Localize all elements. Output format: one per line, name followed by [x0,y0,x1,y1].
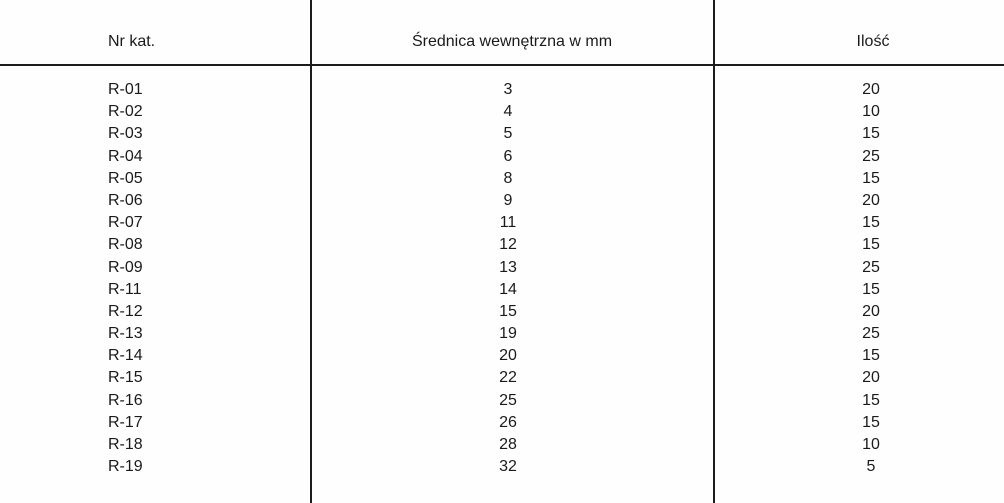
diameter-cell: 3 [503,81,513,98]
quantity-cell: 20 [862,302,880,320]
code-cell: R-08 [108,236,143,254]
quantity-cell: 15 [862,391,880,409]
quantity-cell: 15 [862,280,880,298]
quantity-cell: 20 [862,81,880,98]
diameter-cell: 25 [499,391,517,409]
header-code: Nr kat. [108,33,156,50]
code-cell: R-07 [108,214,143,232]
code-cell: R-17 [108,413,143,431]
quantity-cell: 25 [862,325,880,343]
table-row [0,390,1004,412]
diameter-cell: 20 [499,347,517,365]
diameter-cell: 4 [503,103,513,121]
code-cell: R-19 [108,458,143,476]
quantity-cell: 25 [862,147,880,165]
quantity-cell: 15 [862,169,880,187]
table-row [0,101,1004,123]
quantity-cell: 10 [862,436,880,453]
diameter-cell: 8 [503,169,513,187]
table-row [0,434,1004,456]
table-row [0,367,1004,389]
quantity-cell: 20 [862,369,880,387]
table-row [0,123,1004,145]
code-cell: R-16 [108,391,143,409]
table-row [0,146,1004,168]
diameter-cell: 22 [499,369,517,387]
table-row [0,257,1004,279]
header-divider [0,64,1004,66]
code-cell: R-02 [108,103,143,121]
table-row [0,301,1004,323]
quantity-cell: 10 [862,103,880,121]
quantity-cell: 15 [862,413,880,431]
table-row [0,279,1004,301]
diameter-cell: 11 [499,214,517,232]
diameter-cell: 14 [499,280,517,298]
code-cell: R-05 [108,169,143,187]
table-row [0,412,1004,434]
header-quantity: Ilość [856,33,890,50]
quantity-cell: 5 [866,458,876,476]
quantity-cell: 15 [862,347,880,365]
code-cell: R-04 [108,147,143,165]
diameter-cell: 5 [503,125,513,143]
header-diameter: Średnica wewnętrzna w mm [411,33,613,50]
table-row [0,168,1004,190]
diameter-cell: 15 [499,302,517,320]
table-row [0,345,1004,367]
code-cell: R-14 [108,347,143,365]
table-row [0,190,1004,212]
table-row [0,234,1004,256]
diameter-cell: 9 [503,191,513,209]
code-cell: R-15 [108,369,143,387]
quantity-cell: 20 [862,191,880,209]
code-cell: R-11 [108,280,142,298]
quantity-cell: 15 [862,214,880,232]
table-row [0,212,1004,234]
quantity-cell: 25 [862,258,880,276]
diameter-cell: 6 [503,147,513,165]
diameter-cell: 26 [499,413,517,431]
code-cell: R-09 [108,258,143,276]
diameter-cell: 28 [499,436,517,453]
code-cell: R-18 [108,436,143,453]
table-row [0,323,1004,345]
code-cell: R-12 [108,302,143,320]
diameter-cell: 13 [499,258,517,276]
diameter-cell: 32 [499,458,517,476]
quantity-cell: 15 [862,125,880,143]
table-row [0,456,1004,478]
diameter-cell: 12 [499,236,517,254]
table-body [0,79,1004,478]
code-cell: R-13 [108,325,143,343]
diameter-cell: 19 [499,325,517,343]
quantity-cell: 15 [862,236,880,254]
code-cell: R-01 [108,81,143,98]
table-row [0,79,1004,101]
code-cell: R-03 [108,125,143,143]
code-cell: R-06 [108,191,143,209]
